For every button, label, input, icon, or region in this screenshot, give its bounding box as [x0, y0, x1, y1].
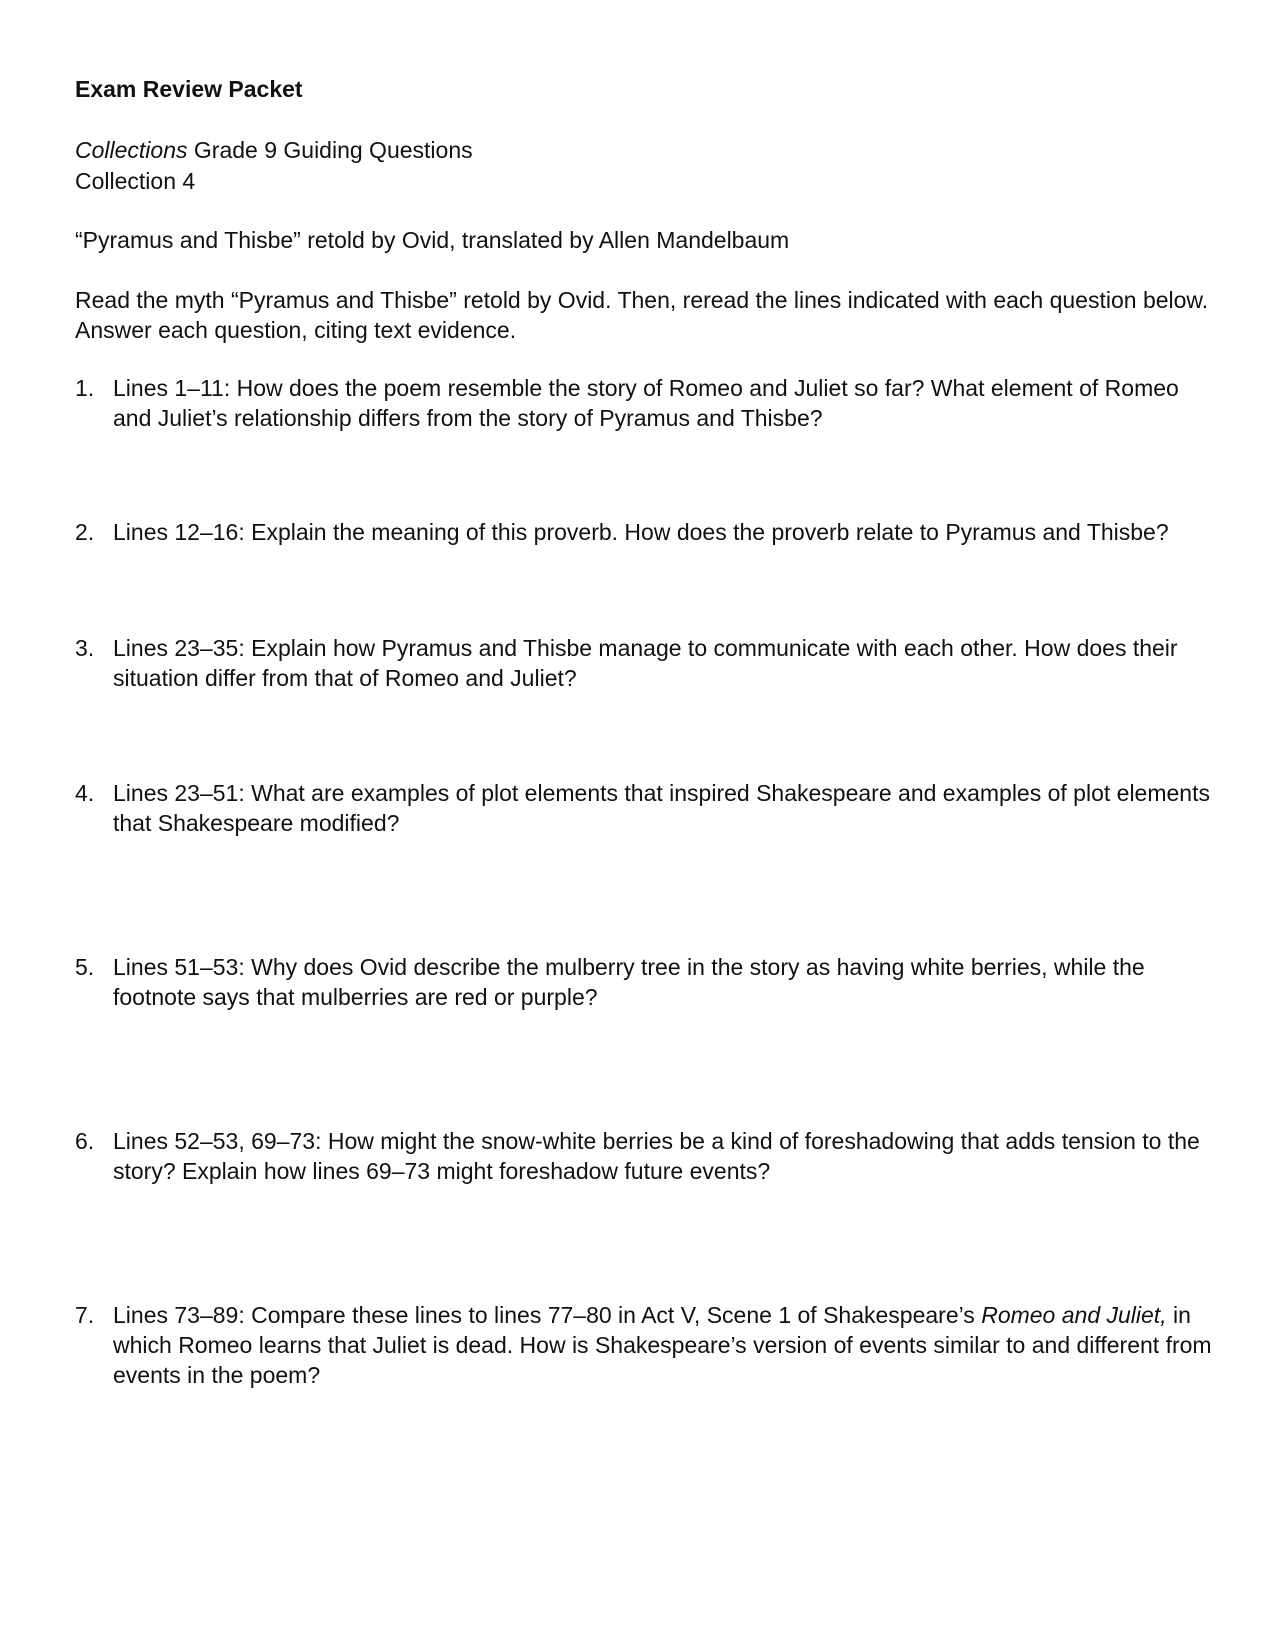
play-title: Romeo and Juliet,: [981, 1302, 1167, 1328]
source-line: “Pyramus and Thisbe” retold by Ovid, translated by Allen Mandelbaum: [75, 227, 790, 253]
question-number: 1.: [75, 375, 95, 401]
question-number: 2.: [75, 519, 95, 545]
question-3: [75, 633, 1215, 693]
question-text: Lines 23–51: What are examples of plot elements that inspired Shakespeare and examples of plot elements that Shakespeare modified?: [113, 780, 1210, 836]
question-4: [75, 778, 1215, 838]
question-number: 4.: [75, 780, 95, 806]
instructions: Read the myth “Pyramus and Thisbe” retold by Ovid. Then, reread the lines indicated with each question below. Answer each question, citing text evidence.: [75, 287, 1209, 343]
question-text: Lines 52–53, 69–73: How might the snow-white berries be a kind of foreshadowing that adds tension to the story? Explain how lines 69–73 might foreshadow future events?: [113, 1128, 1200, 1184]
collection-label: Collection 4: [75, 168, 196, 194]
question-text-before: Lines 73–89: Compare these lines to lines 77–80 in Act V, Scene 1 of Shakespeare’s: [113, 1302, 982, 1328]
question-number: 5.: [75, 954, 95, 980]
question-number: 3.: [75, 635, 95, 661]
question-number: 7.: [75, 1302, 95, 1328]
question-text-after: in which Romeo learns that Juliet is dead. How is Shakespeare’s version of events similar to and different from events in the poem?: [113, 1302, 1212, 1388]
question-number: 6.: [75, 1128, 95, 1154]
subtitle-rest: Grade 9 Guiding Questions: [187, 137, 473, 163]
collections-title: Collections: [75, 137, 188, 163]
question-1: [75, 373, 1215, 433]
question-6: [75, 1126, 1215, 1186]
question-text: [113, 1300, 1215, 1390]
question-5: [75, 952, 1215, 1012]
question-text: Lines 12–16: Explain the meaning of this proverb. How does the proverb relate to Pyramus and Thisbe?: [113, 519, 1169, 545]
question-7: [75, 1300, 1215, 1390]
question-text: Lines 23–35: Explain how Pyramus and Thisbe manage to communicate with each other. How does their situation differ from that of Romeo and Juliet?: [113, 635, 1178, 691]
question-text: Lines 1–11: How does the poem resemble the story of Romeo and Juliet so far? What element of Romeo and Juliet’s relationship differs from the story of Pyramus and Thisbe?: [113, 375, 1179, 431]
question-text: Lines 51–53: Why does Ovid describe the mulberry tree in the story as having white berries, while the footnote says that mulberries are red or purple?: [113, 954, 1145, 1010]
subtitle: [75, 135, 1215, 165]
page-title: Exam Review Packet: [75, 76, 303, 102]
question-2: [75, 517, 1215, 547]
